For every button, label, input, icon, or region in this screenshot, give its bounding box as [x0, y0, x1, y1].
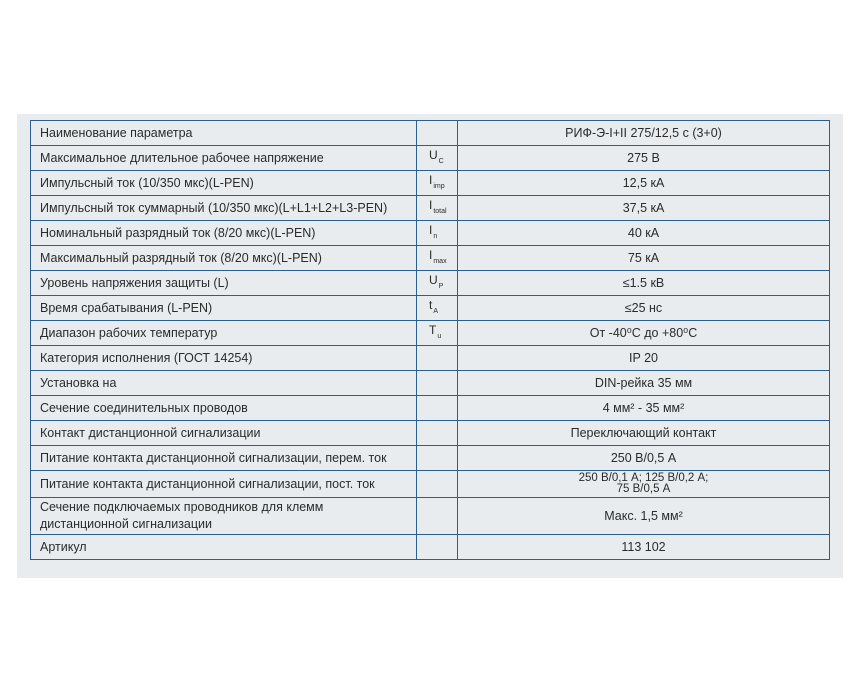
parameter-value: 37,5 кА — [458, 196, 830, 221]
parameter-symbol — [417, 421, 458, 446]
table-row — [31, 196, 830, 221]
parameter-symbol — [417, 396, 458, 421]
parameter-name: Контакт дистанционной сигнализации — [31, 421, 417, 446]
parameter-name: Установка на — [31, 371, 417, 396]
parameter-name: Питание контакта дистанционной сигнализации, перем. ток — [31, 446, 417, 471]
table-row — [31, 535, 830, 560]
table-row — [31, 498, 830, 535]
parameter-value: ≤25 нс — [458, 296, 830, 321]
table-row — [31, 246, 830, 271]
parameter-name: Категория исполнения (ГОСТ 14254) — [31, 346, 417, 371]
parameter-name: Импульсный ток (10/350 мкс)(L-PEN) — [31, 171, 417, 196]
specifications-table — [30, 120, 830, 560]
parameter-symbol: $I_{total}$ — [417, 196, 458, 221]
parameter-symbol — [417, 471, 458, 498]
parameter-value — [458, 471, 830, 498]
parameter-value: 113 102 — [458, 535, 830, 560]
parameter-name: Максимальное длительное рабочее напряжение — [31, 146, 417, 171]
parameter-name: Импульсный ток суммарный (10/350 мкс)(L+L1+L2+L3-PEN) — [31, 196, 417, 221]
table-header-row — [31, 121, 830, 146]
parameter-symbol: $T_u$ — [417, 321, 458, 346]
parameter-value: Макс. 1,5 мм² — [458, 498, 830, 535]
table-row — [31, 346, 830, 371]
parameter-value: DIN-рейка 35 мм — [458, 371, 830, 396]
table-row — [31, 146, 830, 171]
parameter-name-line-1: Сечение подключаемых проводников для клемм — [40, 500, 324, 514]
header-name-cell: Наименование параметра — [31, 121, 417, 146]
parameter-symbol — [417, 535, 458, 560]
parameter-name: Максимальный разрядный ток (8/20 мкс)(L-PEN) — [31, 246, 417, 271]
table-row — [31, 471, 830, 498]
parameter-name: Номинальный разрядный ток (8/20 мкс)(L-PEN) — [31, 221, 417, 246]
parameter-value: Переключающий контакт — [458, 421, 830, 446]
parameter-value: ≤1.5 кВ — [458, 271, 830, 296]
parameter-name: Сечение соединительных проводов — [31, 396, 417, 421]
parameter-symbol: $t_A$ — [417, 296, 458, 321]
parameter-value: IP 20 — [458, 346, 830, 371]
parameter-name — [31, 498, 417, 535]
parameter-value-line-1: 250 В/0,1 А; 125 В/0,2 А; — [578, 472, 709, 484]
parameter-name: Время срабатывания (L-PEN) — [31, 296, 417, 321]
table-row — [31, 371, 830, 396]
parameter-symbol — [417, 446, 458, 471]
parameter-symbol: $I_n$ — [417, 221, 458, 246]
table-row — [31, 221, 830, 246]
table-row — [31, 171, 830, 196]
parameter-value: От -40⁰С до +80⁰С — [458, 321, 830, 346]
parameter-name: Питание контакта дистанционной сигнализации, пост. ток — [31, 471, 417, 498]
table-row — [31, 321, 830, 346]
table-row — [31, 421, 830, 446]
parameter-value: 12,5 кА — [458, 171, 830, 196]
header-symbol-cell — [417, 121, 458, 146]
parameter-value: 250 В/0,5 А — [458, 446, 830, 471]
parameter-name-line-2: дистанционной сигнализации — [40, 517, 213, 531]
parameter-value: 275 В — [458, 146, 830, 171]
table-row — [31, 446, 830, 471]
parameter-symbol — [417, 371, 458, 396]
parameter-symbol: $U_C$ — [417, 146, 458, 171]
parameter-name: Артикул — [31, 535, 417, 560]
parameter-symbol: $U_P$ — [417, 271, 458, 296]
parameter-value-line-2: 75 В/0,5 А — [616, 483, 671, 495]
table-row — [31, 271, 830, 296]
table-row — [31, 296, 830, 321]
parameter-value: 75 кА — [458, 246, 830, 271]
table-row — [31, 396, 830, 421]
parameter-symbol: $I_{imp}$ — [417, 171, 458, 196]
parameter-symbol: $I_{max}$ — [417, 246, 458, 271]
parameter-name: Уровень напряжения защиты (L) — [31, 271, 417, 296]
parameter-value: 4 мм² - 35 мм² — [458, 396, 830, 421]
parameter-value: 40 кА — [458, 221, 830, 246]
parameter-name: Диапазон рабочих температур — [31, 321, 417, 346]
parameter-symbol — [417, 498, 458, 535]
header-value-cell: РИФ-Э-I+II 275/12,5 с (3+0) — [458, 121, 830, 146]
parameter-symbol — [417, 346, 458, 371]
